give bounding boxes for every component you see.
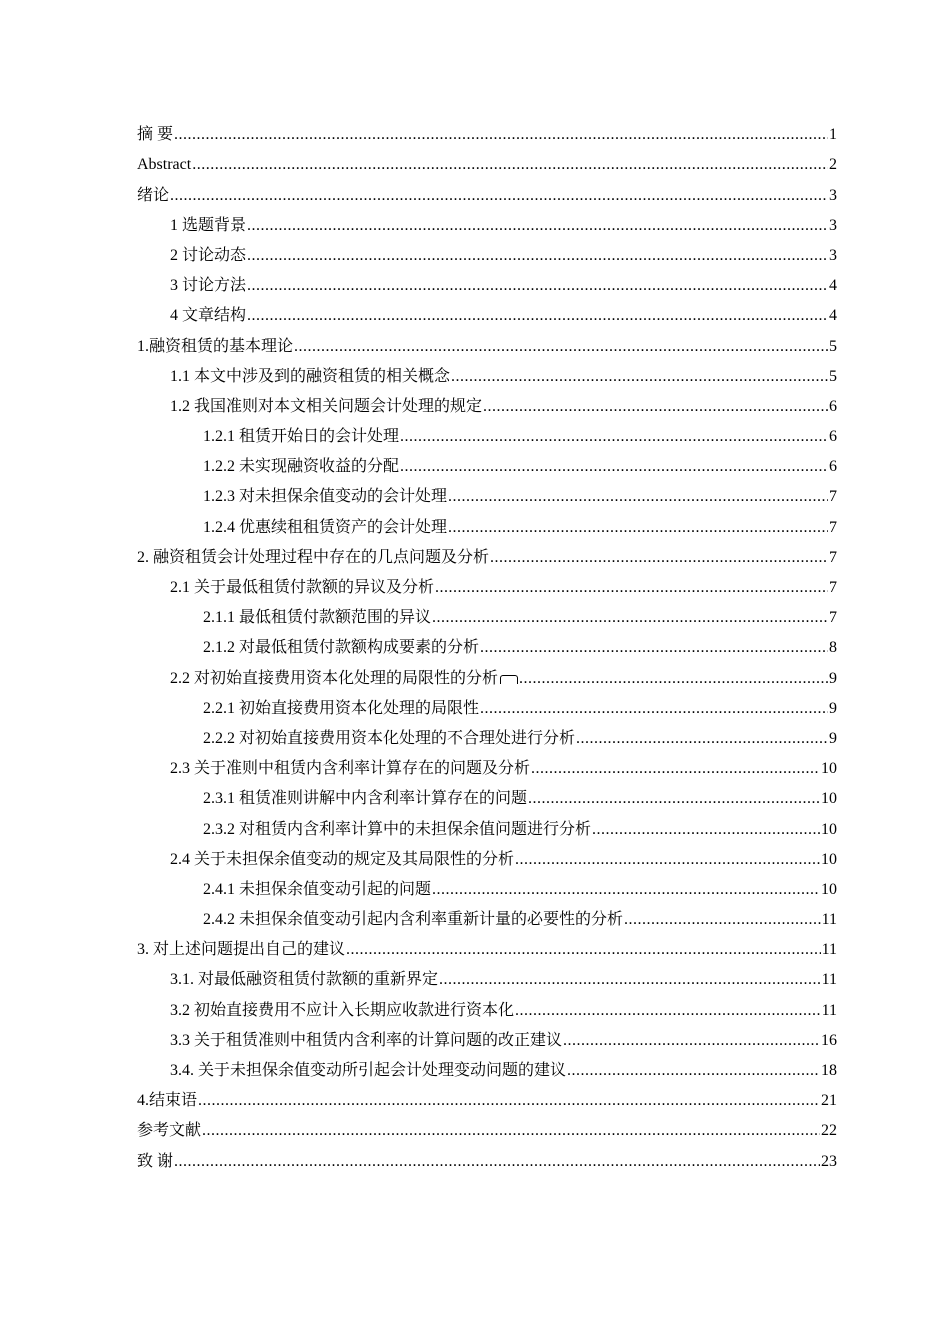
- toc-entry-page: 6: [829, 458, 837, 476]
- toc-entry[interactable]: [137, 177, 837, 207]
- toc-entry[interactable]: [137, 479, 837, 509]
- toc-entry[interactable]: [137, 751, 837, 781]
- toc-leader-dots: [567, 1061, 820, 1083]
- toc-entry[interactable]: [137, 811, 837, 841]
- toc-entry-label: 2.3.2 对租赁内含利率计算中的未担保余值问题进行分析: [203, 820, 592, 838]
- toc-entry-page: 9: [829, 669, 837, 687]
- toc-entry-page: 1: [829, 126, 837, 144]
- toc-entry-page: 7: [829, 488, 837, 506]
- toc-entry[interactable]: [137, 298, 837, 328]
- toc-leader-dots: [576, 729, 828, 751]
- toc-entry-label: [170, 669, 518, 691]
- toc-entry[interactable]: [137, 449, 837, 479]
- toc-leader-dots: [202, 1121, 820, 1143]
- toc-leader-dots: [439, 970, 821, 992]
- toc-entry-label: 3 讨论方法: [170, 277, 247, 295]
- toc-entry[interactable]: [137, 238, 837, 268]
- toc-entry-page: 6: [829, 397, 837, 415]
- toc-entry[interactable]: [137, 962, 837, 992]
- toc-entry-label: 1.2.3 对未担保余值变动的会计处理: [203, 488, 448, 506]
- toc-leader-dots: [563, 1031, 820, 1053]
- toc-entry-label: 2.3 关于准则中租赁内含利率计算存在的问题及分析: [170, 760, 531, 778]
- toc-entry-label: 1.1 本文中涉及到的融资租赁的相关概念: [170, 367, 451, 385]
- toc-entry[interactable]: [137, 691, 837, 721]
- toc-leader-dots: [170, 186, 828, 208]
- toc-entry-page: 21: [821, 1092, 837, 1110]
- toc-entry-label: 2.1.2 对最低租赁付款额构成要素的分析: [203, 639, 480, 657]
- toc-entry[interactable]: [137, 1083, 837, 1113]
- toc-entry-label: 1.2 我国准则对本文相关问题会计处理的规定: [170, 397, 483, 415]
- toc-entry[interactable]: [137, 1113, 837, 1143]
- toc-entry-page: 4: [829, 307, 837, 325]
- toc-entry-page: 10: [821, 760, 837, 778]
- toc-entry-label: 3.1. 对最低融资租赁付款额的重新界定: [170, 971, 439, 989]
- toc-entry[interactable]: [137, 208, 837, 238]
- table-of-contents: [137, 117, 837, 1174]
- toc-leader-dots: [490, 548, 828, 570]
- toc-entry[interactable]: [137, 540, 837, 570]
- toc-entry-label: 2.2.1 初始直接费用资本化处理的局限性: [203, 699, 480, 717]
- toc-entry-page: 10: [821, 850, 837, 868]
- toc-entry-page: 11: [821, 1001, 837, 1019]
- toc-entry-label: 2.2.2 对初始直接费用资本化处理的不合理处进行分析: [203, 729, 576, 747]
- toc-entry-label: 4 文章结构: [170, 307, 247, 325]
- toc-entry-page: 10: [821, 820, 837, 838]
- toc-entry[interactable]: [137, 268, 837, 298]
- toc-leader-dots: [592, 820, 820, 842]
- toc-entry[interactable]: [137, 1143, 837, 1173]
- toc-entry-label: 2.3.1 租赁准则讲解中内含利率计算存在的问题: [203, 790, 528, 808]
- toc-entry-label: 1.2.1 租赁开始日的会计处理: [203, 428, 400, 446]
- toc-entry-page: 2: [829, 156, 837, 174]
- toc-entry-label: 致 谢: [137, 1152, 174, 1170]
- toc-entry-page: 3: [829, 216, 837, 234]
- toc-entry[interactable]: [137, 389, 837, 419]
- toc-entry-page: 22: [821, 1122, 837, 1140]
- toc-entry-page: 18: [821, 1062, 837, 1079]
- toc-entry-label: 1.2.2 未实现融资收益的分配: [203, 458, 400, 476]
- toc-leader-dots: [528, 789, 820, 811]
- toc-entry-page: 7: [829, 609, 837, 627]
- toc-leader-dots: [247, 276, 828, 298]
- toc-leader-dots: [515, 850, 820, 872]
- toc-entry-page: 9: [829, 729, 837, 747]
- toc-entry-label: 4.结束语: [137, 1092, 198, 1110]
- toc-leader-dots: [480, 699, 828, 721]
- toc-entry[interactable]: [137, 328, 837, 358]
- toc-entry-page: 7: [829, 548, 837, 566]
- toc-entry[interactable]: [137, 359, 837, 389]
- toc-entry-page: 10: [821, 790, 837, 808]
- toc-entry[interactable]: [137, 630, 837, 660]
- toc-entry-page: 11: [821, 941, 837, 959]
- toc-entry[interactable]: [137, 117, 837, 147]
- toc-entry-page: 8: [829, 639, 837, 657]
- toc-leader-dots: [174, 125, 828, 147]
- toc-leader-dots: [448, 518, 828, 540]
- toc-entry-page: 5: [829, 367, 837, 385]
- toc-entry[interactable]: [137, 600, 837, 630]
- toc-entry[interactable]: [137, 721, 837, 751]
- toc-entry-page: 7: [829, 579, 837, 596]
- toc-entry-label: 1.2.4 优惠续租租赁资产的会计处理: [203, 518, 448, 536]
- toc-leader-dots: [247, 246, 828, 268]
- toc-leader-dots: [432, 880, 820, 902]
- toc-leader-dots: [451, 367, 828, 389]
- toc-leader-dots: [400, 457, 828, 479]
- toc-entry-page: 9: [829, 699, 837, 717]
- toc-entry-page: 16: [821, 1031, 837, 1049]
- toc-entry[interactable]: [137, 1053, 837, 1083]
- toc-entry[interactable]: [137, 147, 837, 177]
- toc-entry[interactable]: [137, 932, 837, 962]
- toc-leader-dots: [198, 1091, 820, 1113]
- toc-entry[interactable]: [137, 992, 837, 1022]
- toc-entry-page: 11: [821, 911, 837, 929]
- toc-leader-dots: [435, 578, 828, 600]
- toc-entry[interactable]: [137, 570, 837, 600]
- toc-entry-label: 3.4. 关于未担保余值变动所引起会计处理变动问题的建议: [170, 1062, 567, 1079]
- bracket-mark-icon: [500, 675, 518, 684]
- toc-entry-label: 参考文献: [137, 1122, 202, 1140]
- toc-leader-dots: [192, 155, 828, 177]
- toc-entry[interactable]: [137, 902, 837, 932]
- toc-leader-dots: [519, 669, 828, 691]
- toc-leader-dots: [346, 940, 821, 962]
- toc-entry-page: 6: [829, 428, 837, 446]
- toc-entry-label: 2 讨论动态: [170, 246, 247, 264]
- toc-entry-label: 1.融资租赁的基本理论: [137, 337, 294, 355]
- toc-leader-dots: [448, 487, 828, 509]
- toc-entry[interactable]: [137, 419, 837, 449]
- toc-leader-dots: [294, 337, 828, 359]
- toc-entry-label: 2. 融资租赁会计处理过程中存在的几点问题及分析: [137, 548, 490, 566]
- toc-entry-page: 4: [829, 277, 837, 295]
- toc-entry[interactable]: [137, 842, 837, 872]
- toc-entry-label: 2.4.2 未担保余值变动引起内含利率重新计量的必要性的分析: [203, 911, 624, 929]
- toc-leader-dots: [247, 306, 828, 328]
- toc-entry[interactable]: [137, 660, 837, 690]
- toc-leader-dots: [432, 608, 828, 630]
- toc-entry-page: 5: [829, 337, 837, 355]
- toc-entry-label: 2.1 关于最低租赁付款额的异议及分析: [170, 579, 435, 596]
- toc-entry-label: 1 选题背景: [170, 216, 247, 234]
- toc-entry[interactable]: [137, 1023, 837, 1053]
- toc-entry-page: 3: [829, 186, 837, 204]
- toc-leader-dots: [247, 216, 828, 238]
- toc-leader-dots: [624, 910, 821, 932]
- toc-entry-label: 2.4.1 未担保余值变动引起的问题: [203, 880, 432, 898]
- toc-entry-page: 11: [821, 971, 837, 989]
- toc-entry[interactable]: [137, 781, 837, 811]
- toc-entry[interactable]: [137, 872, 837, 902]
- toc-entry-label: 摘 要: [137, 126, 174, 144]
- toc-entry-label: Abstract: [137, 156, 192, 174]
- toc-leader-dots: [483, 397, 828, 419]
- toc-entry-label-text: 2.2 对初始直接费用资本化处理的局限性的分析: [170, 669, 499, 687]
- toc-leader-dots: [531, 759, 820, 781]
- toc-entry-label: 2.4 关于未担保余值变动的规定及其局限性的分析: [170, 850, 515, 868]
- toc-entry-page: 10: [821, 880, 837, 898]
- toc-entry[interactable]: [137, 509, 837, 539]
- toc-leader-dots: [515, 1001, 821, 1023]
- toc-entry-page: 3: [829, 246, 837, 264]
- toc-entry-page: 7: [829, 518, 837, 536]
- toc-entry-label: 3.3 关于租赁准则中租赁内含利率的计算问题的改正建议: [170, 1031, 563, 1049]
- toc-entry-label: 3.2 初始直接费用不应计入长期应收款进行资本化: [170, 1001, 515, 1019]
- toc-entry-page: 23: [821, 1152, 837, 1170]
- toc-entry-label: 3. 对上述问题提出自己的建议: [137, 941, 346, 959]
- toc-leader-dots: [174, 1152, 820, 1174]
- toc-entry-label: 2.1.1 最低租赁付款额范围的异议: [203, 609, 432, 627]
- toc-leader-dots: [480, 638, 828, 660]
- toc-leader-dots: [400, 427, 828, 449]
- toc-entry-label: 绪论: [137, 186, 170, 204]
